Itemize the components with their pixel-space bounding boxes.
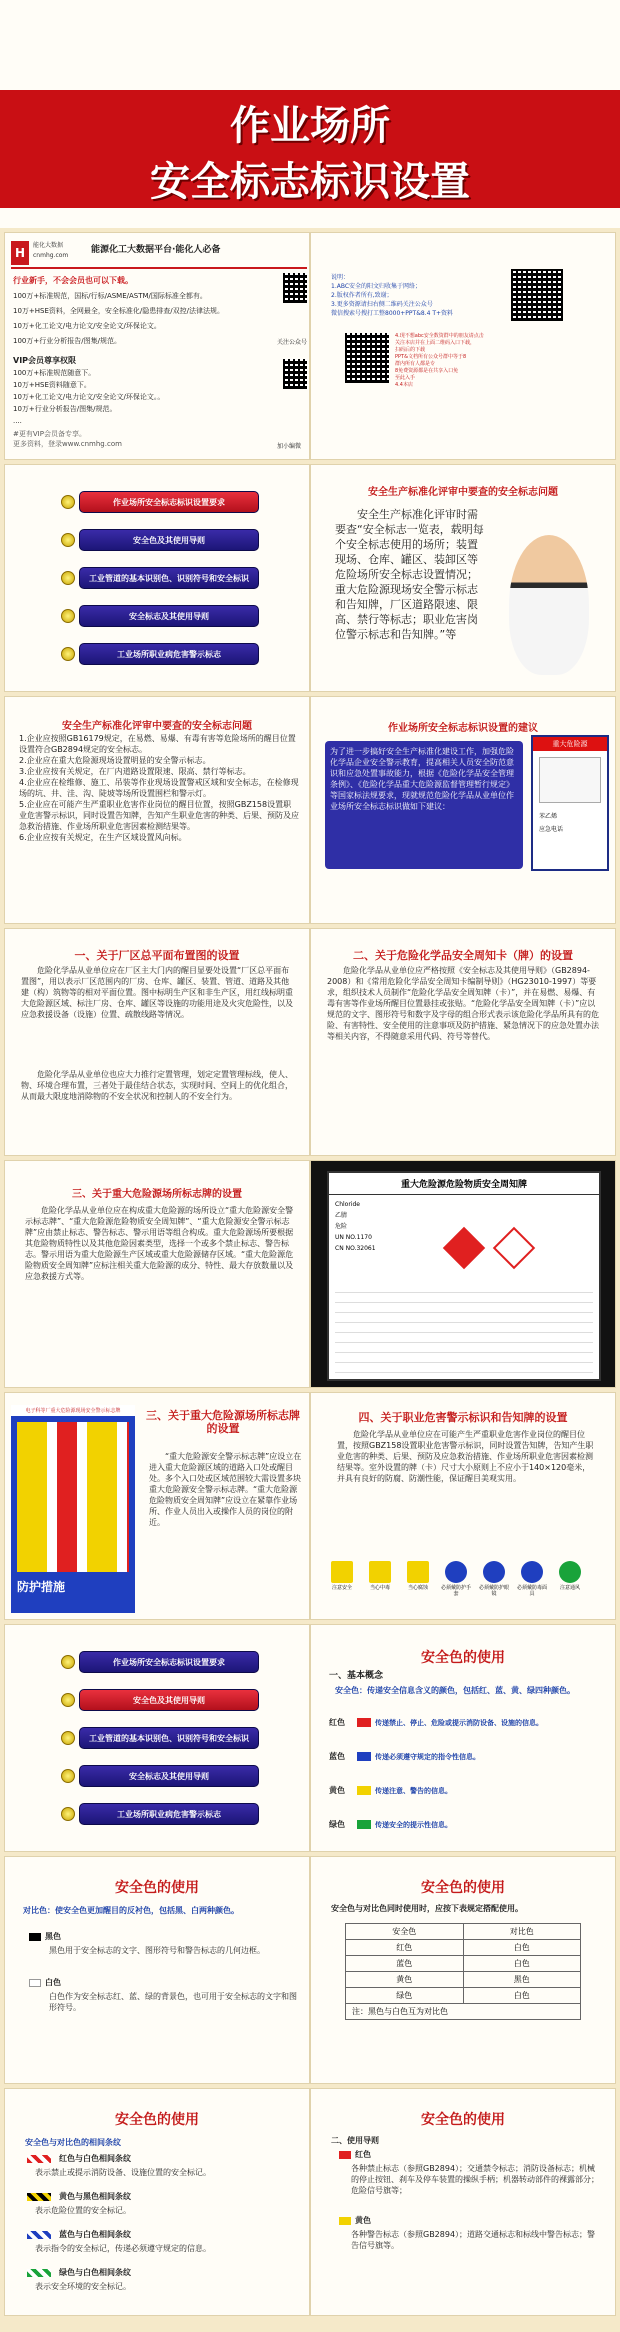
warning-icon-row [323,1561,613,1605]
hazard-board [327,1171,601,1381]
sign-hazard-icon [539,757,601,803]
check-item: 1.企业应按照GB16179规定，在易燃、易爆、有毒有害等危险场所的醒目位置设置符合GB2894规定的安全标志。 [19,734,296,754]
sign-caption: 注意安全 [331,1585,352,1591]
section-heading: 一、基本概念 [329,1671,384,1681]
warning-sign [439,1561,473,1605]
color-row [329,1819,609,1831]
slide-title: 安全色的使用 [421,2112,505,2128]
businesswoman-photo-icon [509,535,589,675]
slide-title: 作业场所安全标志标识设置的建议 [388,723,538,734]
slide-body: 危险化学品从业单位应严格按照《安全标志及其使用导则》（GB2894-2008）和《常用危险化学品安全周知卡编制导则》（HG23010-1997）等要求，组织技术人员制作“危险化学品安全周知牌（卡）”，并在易燃、易爆、有毒有害等作业场所醒目位置悬挂或张贴。“危险化学品安全周知牌（卡）”应以规范的文字、图形符号和数字及字母的组合形式表示该危险化学品所具有的危险、有害特性、安全使用的注意事项及防护措施、紧急情况下的应急处置办法等相关内容，不得随意采用代码、符号等替代。 [327,966,599,1041]
slide-color-2[interactable] [4,1856,310,2084]
slide-body: “重大危险源安全警示标志牌”应设立在进入重大危险源区域的道路入口处或醒目处。多个入口处或区域范围较大需设置多块重大危险源安全警示标志牌。“重大危险源危险物质安全周知牌”应设立在紧靠作业场所、作业人员出入或操作人员的岗位的附近。 [149,1452,302,1527]
sign-caption: 必须戴防护眼镜 [478,1585,509,1597]
note-line: 2.版权作者所有,致谢； [331,292,393,299]
slide-title: 一、关于厂区总平面布置图的设置 [74,949,240,962]
warning-sign [325,1561,359,1605]
vip-item: 10万+行业分析报告/图集/规范。 [13,405,117,413]
safety-sign-icon [559,1561,581,1583]
check-item: 3.企业应按有关规定，在厂内道路设置限速、限高、禁行等标志。 [19,767,251,776]
slide-title: 三、关于重大危险源场所标志牌的设置 [72,1189,242,1200]
board-row: CN NO.32061 [335,1245,376,1252]
stripe-swatch-icon [27,2155,51,2163]
check-item: 5.企业应在可能产生严重职业危害作业岗位的醒目位置，按照GBZ158设置职业危害警示标识，同时设置告知牌，告知产生职业危害的种类、后果、预防及应急救治措施、作业场所职业危害因素检测结果等。 [19,800,299,831]
slide-color-1[interactable] [310,1624,616,1852]
table-cell: 黄色 [346,1972,464,1988]
menu-item[interactable]: 工业管道的基本识别色、识别符号和安全标识 [79,1727,259,1749]
main-title-line2: 安全标志标识设置 [150,159,470,205]
title-slide [0,0,620,228]
stripe-title: 绿色与白色相间条纹 [59,2268,131,2277]
color-swatch-icon [357,1718,371,1727]
bullet-icon [61,533,75,547]
safety-sign-icon [445,1561,467,1583]
slide-major-hazard-2[interactable] [4,1392,310,1620]
warning-sign [363,1561,397,1605]
bullet-icon [61,609,75,623]
main-title-line1: 作业场所 [230,103,390,149]
slide-title: 安全色的使用 [421,1650,505,1666]
color-name: 蓝色 [329,1752,345,1761]
slide-body: 安全生产标准化评审时需要查“安全标志一览表，载明每个安全标志使用的场所；装置现场、仓库、罐区、装卸区等危险场所安全标志设置情况；重大危险源现场安全警示标志和告知牌，厂区道路限速、限高、禁行等标志；职业危害岗位警示标志和告知牌。”等 [335,508,484,641]
note-red-line: 4.现不想abc安全数资群中的朋友请点击 [395,333,484,339]
notes-red [395,333,575,389]
check-item: 2.企业应在重大危险源现场设置明显的安全警示标志。 [19,756,211,765]
color-meaning: 传递必须遵守规定的指令性信息。 [375,1753,480,1761]
para-1: 危险化学品从业单位应在厂区主大门内的醒目显要处设置“厂区总平面布置图”，用以表示厂区范围内的厂房、仓库、罐区、装置、管道、道路及其他建（构）筑物等的相对平面位置。图中标明生产区和非生产区，用红线标明重大危险源区域、标注厂房、仓库、罐区等设施的功能用途及火灾危险性，以及应急救援设备（设施）位置、疏散线路等情况。 [21,966,293,1019]
board-row: Chloride [335,1201,360,1208]
vip-title: VIP会员尊享权限 [13,356,77,365]
yellow-label: 黄色 [355,2216,371,2225]
slide-suggest[interactable] [310,696,616,924]
color-swatch-icon [357,1786,371,1795]
warning-sign [515,1561,549,1605]
sign-title: 重大危险源 [533,737,607,751]
header-cell: 安全色 [346,1924,464,1940]
sign-caption: 必须戴防毒面具 [516,1585,547,1597]
qr-label: 关注公众号 [277,339,308,346]
menu-item[interactable]: 作业场所安全标志标识设置要求 [79,491,259,513]
header-cell: 对比色 [463,1924,581,1940]
black-label: 黑色 [45,1932,61,1941]
slide-layout[interactable] [4,928,310,1156]
board-table [335,1283,593,1373]
color-row [329,1751,609,1763]
vip-item: 10万+化工论文/电力论文/安全论文/环保论文。。 [13,393,165,401]
slide-body: 危险化学品从业单位应在构成重大危险源的场所设立“重大危险源安全警示标志牌”、“重大危险源危险物质安全周知牌”、“重大危险源安全警示标志牌”应由禁止标志、警告标志、警示用语等组合构成。重大危险源场所要根据其危险物质特性以及其他危险因素类型，选择一个或多个禁止标志、警告标志。警示用语为重大危险源生产区域或重大危险源储存区域。“重大危险源危险物质安全周知牌”应标注相关重大危险源的成分、特性、最大存放数量以及应急救援方式等。 [25,1206,294,1281]
color-name: 黄色 [329,1786,345,1795]
color-meaning: 传递禁止、停止、危险或提示消防设备、设施的信息。 [375,1719,543,1727]
sign-caption: 注意通风 [559,1585,580,1591]
safety-sign-icon [483,1561,505,1583]
slide-color-4[interactable] [4,2088,310,2316]
sign-caption: 当心中毒 [369,1585,390,1591]
note-red-line: 扫码后的下载 [395,347,426,353]
slide-title: 四、关于职业危害警示标识和告知牌的设置 [358,1411,568,1424]
sign-caption: 必须戴防护手套 [440,1585,471,1597]
vip-footer: #更有VIP会员备专享。 [13,430,86,438]
menu-item[interactable]: 工业场所职业病危害警示标志 [79,1803,259,1825]
yellow-desc: 各种警告标志（参照GB2894）；道路交通标志和标线中警告标志；警告信号旗等。 [351,2230,596,2250]
table-row [346,1940,581,1956]
note-red-line: PPT&文档所有公众号群中等于8 [395,354,467,360]
note-red-line: 8免费资源都是在共享入口免 [395,368,459,374]
vip-item: 10万+HSE资料随意下。 [13,381,91,389]
safety-sign-icon [521,1561,543,1583]
slide-title: 二、关于危险化学品安全周知卡（牌）的设置 [353,949,573,962]
color-row [329,1717,609,1729]
slide-title: 三、关于重大危险源场所标志牌的设置 [146,1409,300,1435]
board-foot: 防护措施 [17,1580,66,1594]
slide-menu-2[interactable] [4,1624,310,1852]
white-label: 白色 [45,1978,61,1987]
white-desc: 白色作为安全标志红、蓝、绿的背景色，也可用于安全标志的文字和图形符号。 [49,1992,297,2012]
safety-sign-icon [407,1561,429,1583]
bullet-icon [61,495,75,509]
table-row [346,1988,581,2004]
table-note-row [346,2004,581,2020]
slide-card[interactable] [310,928,616,1156]
table-cell: 红色 [346,1940,464,1956]
check-list [19,733,299,843]
sign-row: 应急电话 [539,826,564,833]
red-desc: 各种禁止标志（参照GB2894）；交通禁令标志；消防设备标志；机械的停止按钮、刹车及停车装置的操纵手柄；机器转动部件的裸露部分；危险信号旗等； [351,2164,599,2195]
qr-label-2: 加小编微 [277,443,302,450]
vip-item: 100万+标准规范随意下。 [13,369,96,377]
slide-notes[interactable] [310,232,616,460]
menu-item[interactable]: 工业场所职业病危害警示标志 [79,643,259,665]
warning-board [11,1405,135,1613]
stripe-swatch-icon [27,2231,51,2239]
toxic-diamond-icon [493,1227,535,1269]
menu-item[interactable]: 工业管道的基本识别色、识别符号和安全标识 [79,567,259,589]
free-list [13,289,275,349]
warning-sign [401,1561,435,1605]
bullet-icon [61,1731,75,1745]
divider [11,267,307,269]
table-cell: 绿色 [346,1988,464,2004]
menu-item[interactable]: 作业场所安全标志标识设置要求 [79,1651,259,1673]
slide-promo[interactable] [4,232,310,460]
check-item: 6.企业应按有关规定，在生产区域设置风向标。 [19,833,187,842]
color-name: 红色 [329,1718,345,1727]
bullet-icon [61,1693,75,1707]
bullet-icon [61,1769,75,1783]
slide-check-1[interactable] [310,464,616,692]
safety-sign-icon [369,1561,391,1583]
bullet-icon [61,571,75,585]
free-item: 10万+化工论文/电力论文/安全论文/环保论文。 [13,322,161,330]
bullet-icon [61,1655,75,1669]
menu-item[interactable]: 安全色及其使用导则 [79,529,259,551]
note-line: 1.ABC安全的阳文归收集于网络； [331,283,422,290]
stripe-swatch-icon [27,2269,51,2277]
stripe-desc: 表示指令的安全标记，传递必须遵守规定的信息。 [35,2244,211,2253]
bullet-icon [61,647,75,661]
color-row [329,1785,609,1797]
stripe-title: 红色与白色相间条纹 [59,2154,131,2163]
color-name: 绿色 [329,1820,345,1829]
table-row [346,1972,581,1988]
yellow-swatch-icon [339,2217,351,2225]
warning-sign [553,1561,587,1605]
red-label: 红色 [355,2150,371,2159]
platform-slogan: 能源化工大数据平台·能化人必备 [91,245,221,255]
color-meaning: 传递安全的提示性信息。 [375,1821,452,1829]
slide-title: 安全色的使用 [115,1880,199,1896]
slide-menu-1[interactable] [4,464,310,692]
slide-hazard-board[interactable] [310,1160,616,1388]
warning-sign [477,1561,511,1605]
suggest-box: 为了进一步搞好安全生产标准化建设工作，加强危险化学品企业安全警示教育，提高相关人员安全防范意识和应急处置事故能力，根据《危险化学品安全管理条例》、《危险化学品重大危险源监督管理暂行规定》等国家标法规要求，现就规范危险化学品从业单位作业场所安全标志标识做如下建议： [325,741,523,869]
section-heading: 对比色：使安全色更加醒目的反衬色，包括黑、白两种颜色。 [23,1906,239,1915]
note-red-line: 至此入手 [395,375,416,381]
slide-color-3[interactable] [310,1856,616,2084]
more-link[interactable]: 更多资料，登录www.cnmhg.com [13,440,122,448]
sign-row: 苯乙烯 [539,813,558,820]
hazard-sign [531,735,609,871]
note-line: 3.更多资源请扫右侧二维码关注公众号 [331,301,433,308]
board-head: 电子科等厂重大危险源现场安全警示标志牌 [11,1405,135,1416]
free-title: 行业新手，不会会员也可以下载。 [13,276,133,285]
qr-code-icon [283,359,307,389]
table-cell: 白色 [463,1988,581,2004]
table-cell: 白色 [463,1940,581,1956]
white-swatch-icon [29,1979,41,1987]
free-item: 100万+行业分析报告/图集/规范。 [13,337,121,345]
color-swatch-icon [357,1820,371,1829]
slide-check-2[interactable] [4,696,310,924]
stripe-title: 蓝色与白色相间条纹 [59,2230,131,2239]
board-row: 危险 [335,1223,348,1230]
vip-list [13,367,283,427]
free-item: 10万+HSE资料，全网最全，安全标准化/隐患排查/双控/法律法规。 [13,307,224,315]
vip-item: .... [13,417,22,425]
bullet-icon [61,1807,75,1821]
slide-major-hazard[interactable] [4,1160,310,1388]
stripe-title: 黄色与黑色相间条纹 [59,2192,131,2201]
section-heading: 安全色与对比色的相间条纹 [25,2138,121,2147]
notes-text [331,273,511,318]
board-rows [335,1199,376,1254]
note-line: 说明： [331,274,350,281]
para-2: 危险化学品从业单位也应大力推行定置管理，划定定置管理标线，使人、物、环境合理布置，三者处于最佳结合状态，实现时间、空间上的优化组合，从而最大限度地消除物的不安全状况和控制人的不安全行为。 [21,1070,293,1101]
note-red-line: 关注本店并在上面二维码入口下载， [395,340,476,346]
color-meaning: 传递注意、警告的信息。 [375,1787,452,1795]
menu-item[interactable]: 安全标志及其使用导则 [79,1765,259,1787]
safety-sign-icon [331,1561,353,1583]
note-red-line: 4.4本店 [395,382,413,388]
qr-code-icon [345,333,389,383]
sign-caption: 当心腐蚀 [407,1585,428,1591]
board-title: 重大危险源危险物质安全周知牌 [329,1173,599,1195]
black-desc: 黑色用于安全标志的文字、图形符号和警告标志的几何边框。 [49,1946,265,1955]
board-row: 乙腈 [335,1212,348,1219]
slide-occupational[interactable] [310,1392,616,1620]
table-note: 注：黑色与白色互为对比色 [346,2004,581,2020]
stripe-desc: 表示安全环境的安全标记。 [35,2282,131,2291]
stripe-desc: 表示危险位置的安全标记。 [35,2206,131,2215]
color-table [345,1923,581,2020]
menu-item[interactable]: 安全标志及其使用导则 [79,605,259,627]
brand-url: cnmhg.com [33,252,69,259]
slide-body: 危险化学品从业单位应在可能产生严重职业危害作业岗位的醒目位置，按照GBZ158设置职业危害警示标识，同时设置告知牌，告知产生职业危害的种类、后果、预防及应急救治措施、作业场所职业危害因素检测结果等。室外设置的牌（卡）尺寸大小原则上不应小于140×120毫米，并具有良好的防腐、防潮性能，保证醒目美观实用。 [337,1430,594,1483]
free-item: 100万+标准规范，国标/行标/ASME/ASTM/国际标准全都有。 [13,292,207,300]
slide-title: 安全色的使用 [115,2112,199,2128]
slide-title: 安全生产标准化评审中要查的安全标志问题 [368,487,558,498]
color-swatch-icon [357,1752,371,1761]
check-item: 4.企业应在检维修、施工、吊装等作业现场设置警戒区域和安全标志，在检修现场的坑、井、洼、沟、陡坡等场所设置围栏和警示灯。 [19,778,299,798]
hazard-diamond-icon [443,1227,485,1269]
section-heading: 安全色与对比色同时使用时，应按下表规定搭配使用。 [331,1904,523,1913]
qr-code-icon [283,273,307,303]
table-header [346,1924,581,1940]
qr-code-icon [511,269,563,321]
black-swatch-icon [29,1933,41,1941]
note-red-line: 群内所有人都是专 [395,361,436,367]
section-heading: 二、使用导则 [331,2136,379,2145]
brand-name: 能化大数据 [33,242,64,249]
table-cell: 蓝色 [346,1956,464,1972]
board-row: UN NO.1170 [335,1234,372,1241]
table-cell: 白色 [463,1956,581,1972]
slide-title: 安全生产标准化评审中要查的安全标志问题 [62,721,252,732]
stripe-desc: 表示禁止或提示消防设备、设施位置的安全标记。 [35,2168,211,2177]
slide-title: 安全色的使用 [421,1880,505,1896]
red-swatch-icon [339,2151,351,2159]
slide-color-5[interactable] [310,2088,616,2316]
table-cell: 黑色 [463,1972,581,1988]
warning-icons [17,1422,129,1572]
menu-item[interactable]: 安全色及其使用导则 [79,1689,259,1711]
table-row [346,1956,581,1972]
brand-logo-icon: H [11,241,29,265]
definition: 安全色：传递安全信息含义的颜色，包括红、蓝、黄、绿四种颜色。 [335,1686,575,1695]
stripe-swatch-icon [27,2193,51,2201]
note-line: 微信搜索号搜打工整8000+PPT&8.4 T+资料 [331,310,454,317]
